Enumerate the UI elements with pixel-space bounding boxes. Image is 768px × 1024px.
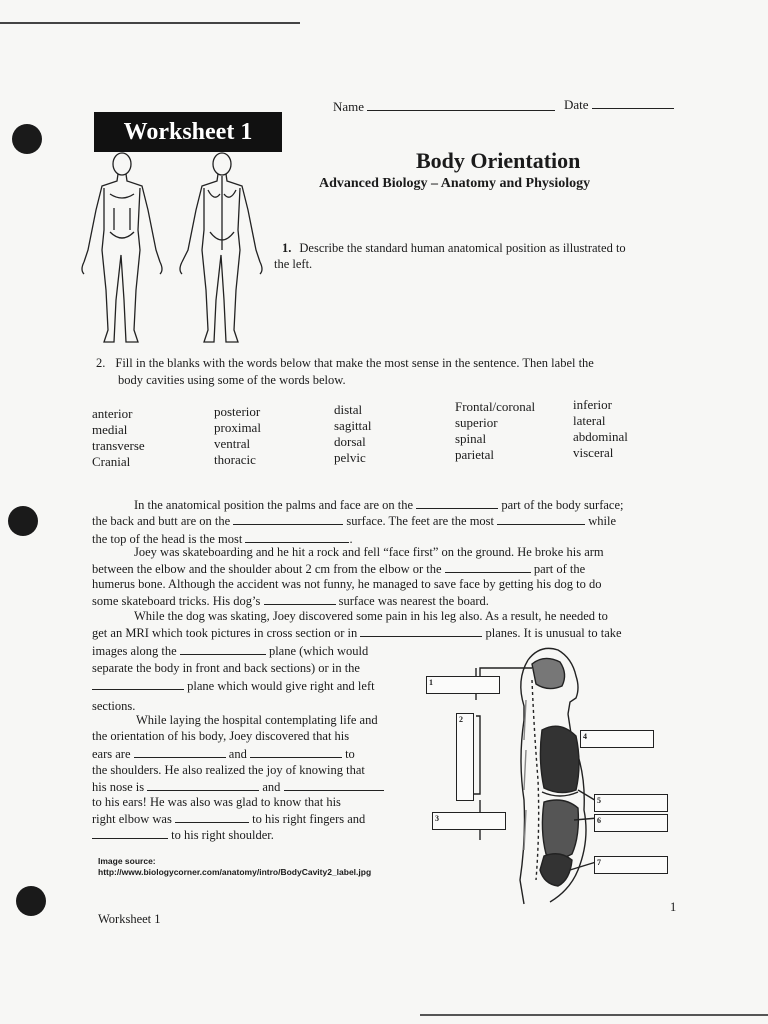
answer-blank[interactable] (284, 778, 384, 791)
word-item: visceral (573, 445, 614, 460)
word-item: superior (455, 415, 498, 430)
word-item: lateral (573, 413, 606, 428)
worksheet-title: Worksheet 1 (94, 112, 282, 152)
word-item: thoracic (214, 452, 256, 467)
passage-line: the back and butt are on the surface. The feet are the most while (92, 514, 617, 528)
answer-blank[interactable] (92, 677, 184, 690)
word-item: medial (92, 422, 128, 437)
name-field[interactable] (333, 98, 555, 115)
passage-line: Joey was skateboarding and he hit a rock and fell “face first” on the ground. He broke his arm (134, 545, 604, 559)
image-source-label: Image source: (98, 856, 156, 866)
question-2 (96, 355, 594, 389)
passage-line: the shoulders. He also realized the joy of knowing that (92, 763, 365, 777)
q2-number: 2. (96, 356, 106, 370)
scan-top-edge (0, 22, 300, 24)
subtitle: Advanced Biology – Anatomy and Physiology (319, 176, 591, 191)
main-title: Body Orientation (416, 148, 581, 173)
word-item: spinal (455, 431, 487, 446)
word-item: ventral (214, 436, 251, 451)
word-bank-col-5 (573, 397, 628, 461)
diagram-label-box-3[interactable]: 3 (432, 812, 506, 830)
passage-line: While the dog was skating, Joey discovered some pain in his leg also. As a result, he needed to (134, 609, 608, 623)
passage-line: between the elbow and the shoulder about 2 cm from the elbow or the part of the (92, 562, 586, 576)
diagram-label-box-4[interactable]: 4 (580, 730, 654, 748)
word-item: pelvic (334, 450, 366, 465)
q2-text-a: Fill in the blanks with the words below that make the most sense in the sentence. Then label the (115, 356, 594, 370)
passage-line: In the anatomical position the palms and face are on the part of the body surface; (134, 498, 624, 512)
passage-line: ears are and to (92, 747, 355, 761)
passage-line: sections. (92, 699, 136, 713)
name-blank[interactable] (367, 98, 555, 111)
word-bank-col-3 (334, 402, 372, 466)
passage-line: While laying the hospital contemplating life and (136, 713, 378, 727)
q1-number: 1. (282, 241, 292, 255)
word-item: transverse (92, 438, 145, 453)
word-item: inferior (573, 397, 612, 412)
answer-blank[interactable] (175, 810, 249, 823)
passage-line: the top of the head is the most . (92, 532, 353, 546)
binder-hole-middle (8, 506, 38, 536)
diagram-label-box-5[interactable]: 5 (594, 794, 668, 812)
passage-line: some skateboard tricks. His dog’s surface was nearest the board. (92, 594, 489, 608)
word-item: parietal (455, 447, 494, 462)
word-item: proximal (214, 420, 261, 435)
name-label: Name (333, 99, 365, 114)
word-item: dorsal (334, 434, 366, 449)
word-item: posterior (214, 404, 261, 419)
word-item: Cranial (92, 454, 131, 469)
answer-blank[interactable] (497, 512, 585, 525)
answer-blank[interactable] (360, 624, 482, 637)
footer-worksheet-label: Worksheet 1 (98, 912, 161, 926)
question-1 (274, 240, 626, 272)
scan-bottom-edge (420, 1014, 768, 1016)
answer-blank[interactable] (134, 745, 226, 758)
answer-blank[interactable] (245, 530, 349, 543)
word-bank-col-4 (455, 399, 535, 463)
binder-hole-top (12, 124, 42, 154)
word-item: distal (334, 402, 363, 417)
q1-text-a: Describe the standard human anatomical position as illustrated to (299, 241, 626, 255)
answer-blank[interactable] (233, 512, 343, 525)
word-bank-col-1 (92, 406, 145, 470)
answer-blank[interactable] (180, 642, 266, 655)
word-item: sagittal (334, 418, 372, 433)
word-item: anterior (92, 406, 133, 421)
passage-line: get an MRI which took pictures in cross section or in planes. It is unusual to take (92, 626, 622, 640)
anatomical-position-figures (74, 150, 274, 350)
passage-line: his nose is and (92, 778, 384, 795)
diagram-label-box-1[interactable]: 1 (426, 676, 500, 694)
diagram-label-box-2[interactable]: 2 (456, 713, 474, 801)
image-source (98, 856, 371, 878)
q2-text-b: body cavities using some of the words below. (118, 373, 346, 387)
passage-line: humerus bone. Although the accident was not funny, he managed to save face by getting his dog to do (92, 577, 602, 591)
answer-blank[interactable] (264, 592, 336, 605)
date-blank[interactable] (592, 96, 674, 109)
page-number: 1 (670, 900, 677, 914)
diagram-label-box-6[interactable]: 6 (594, 814, 668, 832)
answer-blank[interactable] (92, 826, 168, 839)
diagram-label-box-7[interactable]: 7 (594, 856, 668, 874)
binder-hole-bottom (16, 886, 46, 916)
word-bank-col-2 (214, 404, 261, 468)
word-item: abdominal (573, 429, 628, 444)
passage-line: to his ears! He was also was glad to know that his (92, 795, 341, 809)
answer-blank[interactable] (147, 778, 259, 791)
date-label: Date (564, 97, 589, 112)
q1-text-b: the left. (274, 257, 313, 271)
answer-blank[interactable] (416, 496, 498, 509)
passage-line: plane which would give right and left (92, 677, 375, 694)
passage-line: images along the plane (which would (92, 644, 369, 658)
image-source-url: http://www.biologycorner.com/anatomy/intro/BodyCavity2_label.jpg (98, 867, 372, 877)
passage-line: right elbow was to his right fingers and (92, 812, 366, 826)
answer-blank[interactable] (445, 560, 531, 573)
word-item: Frontal/coronal (455, 399, 536, 414)
answer-blank[interactable] (250, 745, 342, 758)
passage-line: the orientation of his body, Joey discovered that his (92, 729, 350, 743)
passage-line: separate the body in front and back sections) or in the (92, 661, 360, 675)
passage-line: to his right shoulder. (92, 826, 274, 843)
date-field[interactable] (564, 96, 674, 113)
